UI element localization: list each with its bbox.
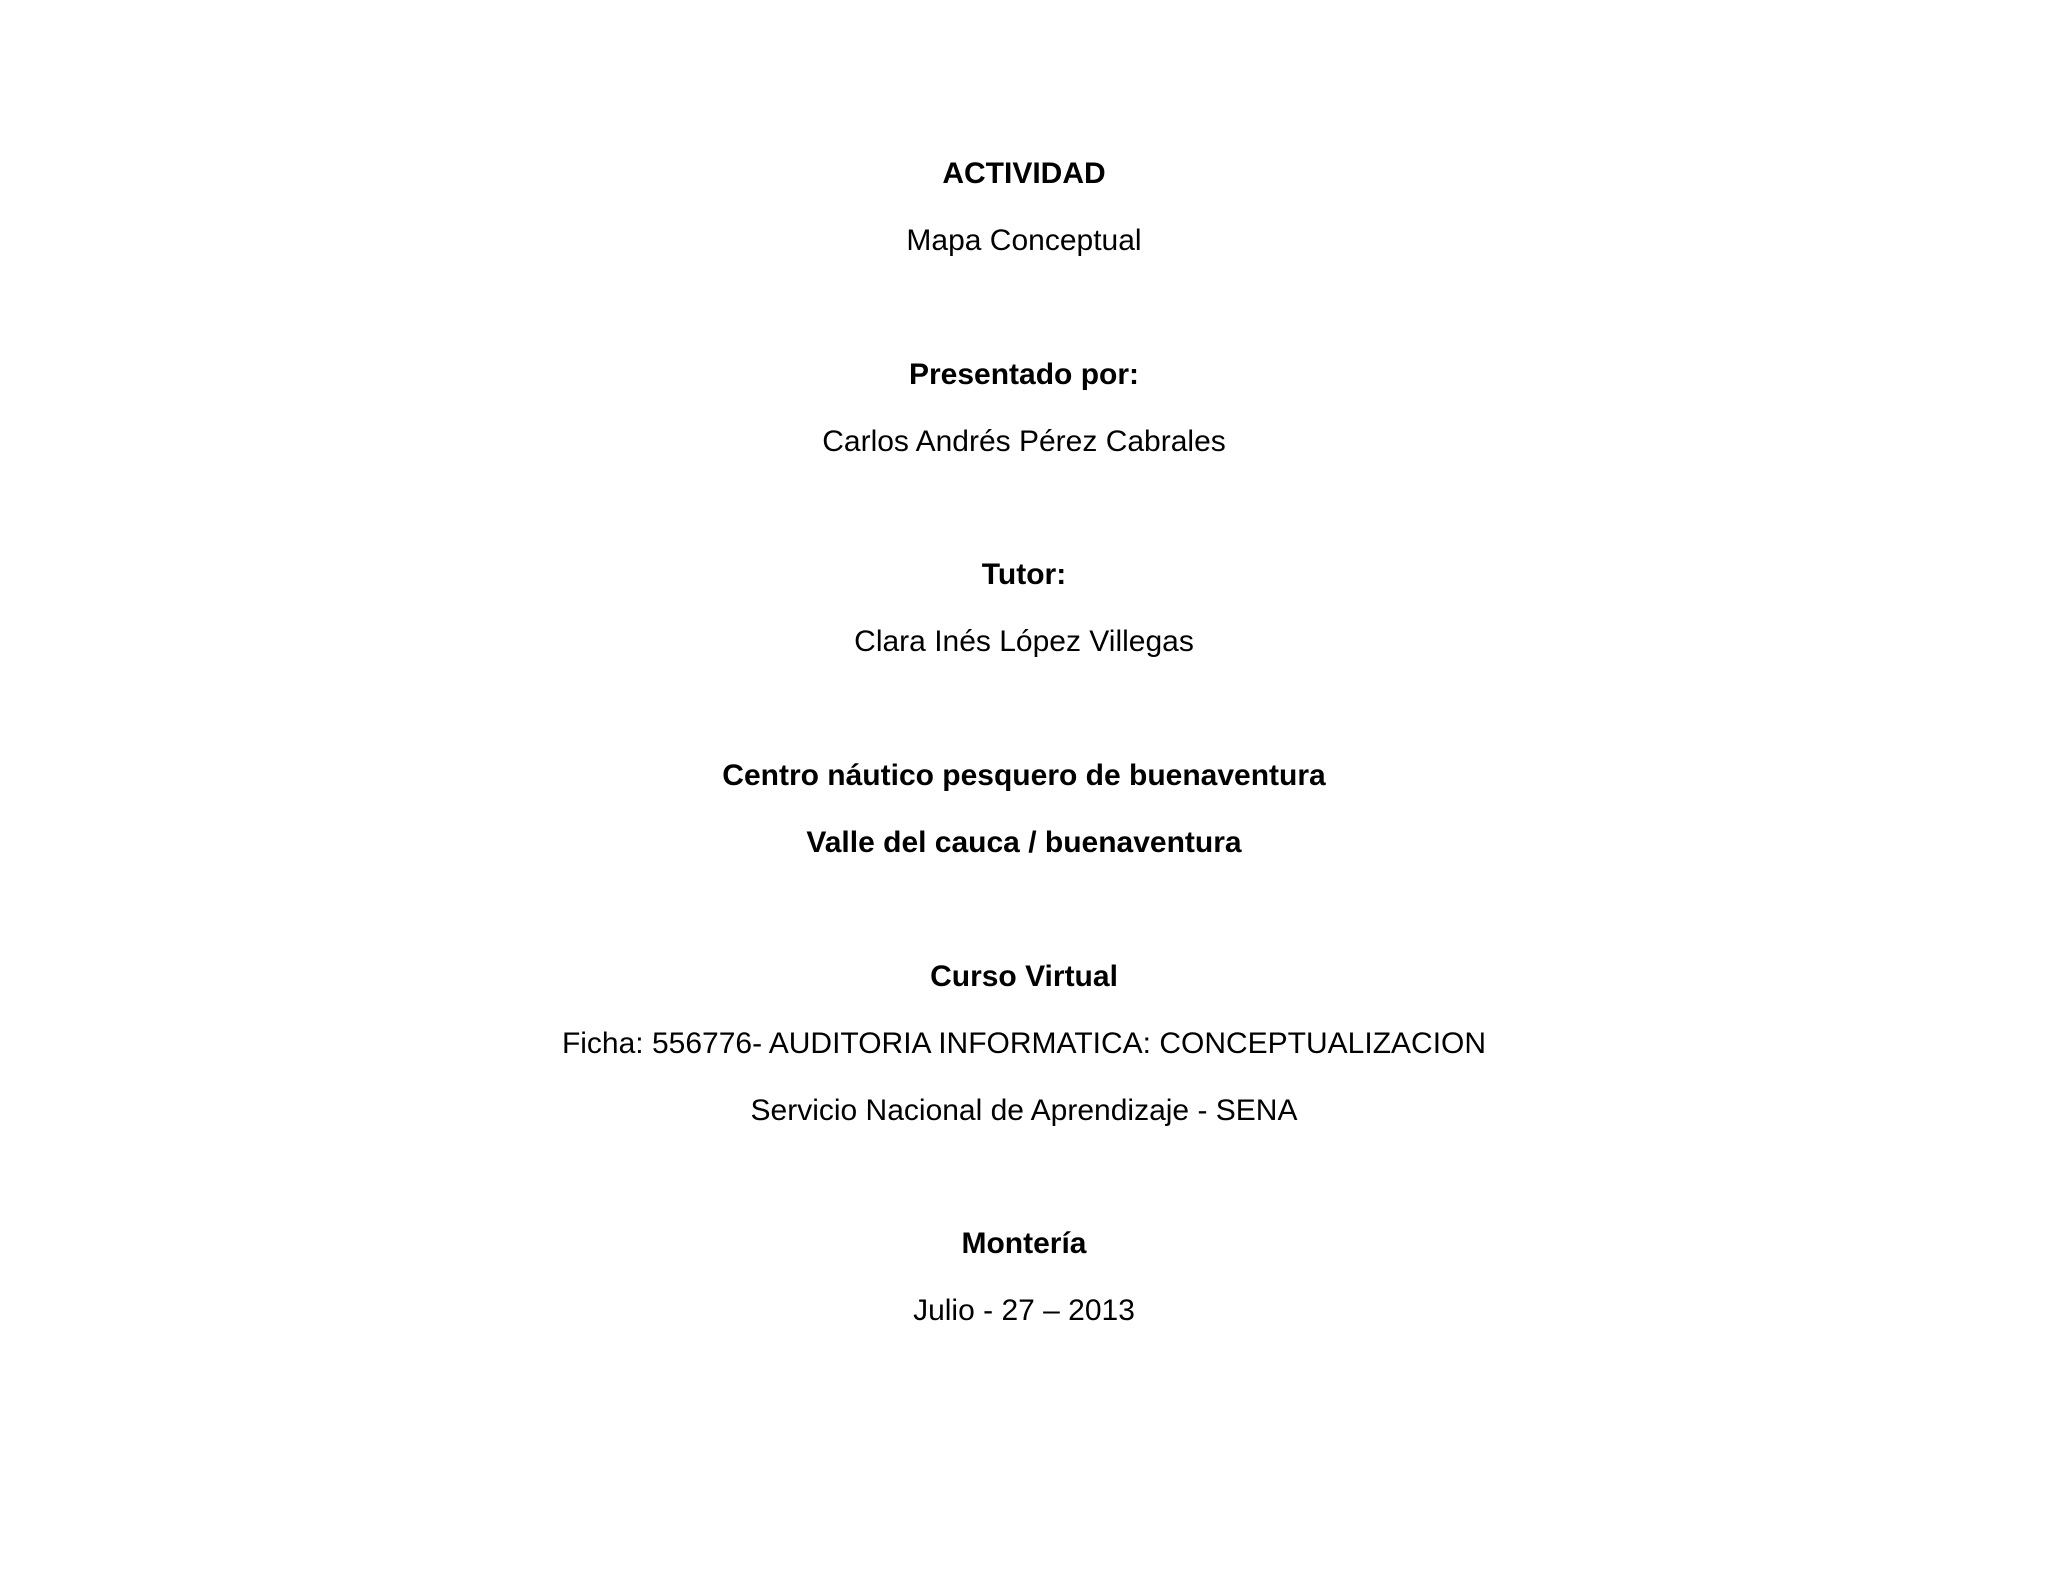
presenter-name: Carlos Andrés Pérez Cabrales	[822, 425, 1226, 458]
document-date: Julio - 27 – 2013	[913, 1294, 1135, 1327]
course-ficha: Ficha: 556776- AUDITORIA INFORMATICA: CONCEPTUALIZACION	[561, 1027, 1487, 1060]
city-heading: Montería	[961, 1227, 1087, 1260]
tutor-name: Clara Inés López Villegas	[854, 625, 1194, 658]
tutor-heading: Tutor:	[981, 558, 1067, 591]
institution-name: Servicio Nacional de Aprendizaje - SENA	[750, 1094, 1298, 1127]
center-name: Centro náutico pesquero de buenaventura	[722, 759, 1326, 792]
activity-title: Mapa Conceptual	[906, 224, 1142, 257]
activity-heading: ACTIVIDAD	[942, 157, 1106, 190]
center-location: Valle del cauca / buenaventura	[806, 826, 1242, 859]
presenter-heading: Presentado por:	[908, 358, 1140, 391]
course-heading: Curso Virtual	[930, 960, 1118, 993]
